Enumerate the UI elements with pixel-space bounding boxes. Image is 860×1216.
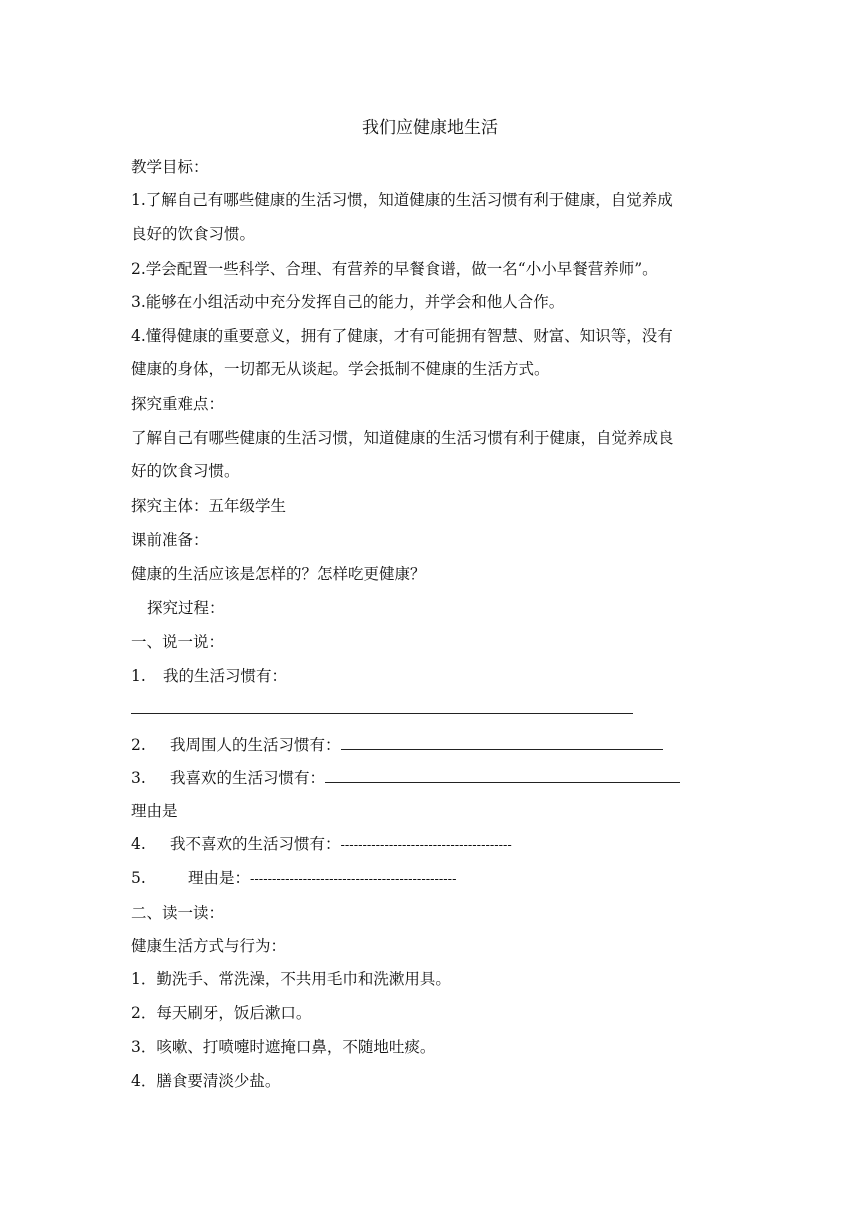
answer-dashes-5[interactable]: ----------------------------------------------- bbox=[250, 872, 457, 887]
health-item-3: 3．咳嗽、打喷嚏时遮掩口鼻，不随地吐痰。 bbox=[131, 1038, 436, 1056]
question-5-number: 5. bbox=[131, 869, 146, 887]
objective-4-line-2: 健康的身体，一切都无从谈起。学会抵制不健康的生活方式。 bbox=[131, 360, 550, 378]
answer-line-3[interactable] bbox=[325, 767, 680, 783]
objective-1-line-1: 1.了解自己有哪些健康的生活习惯，知道健康的生活习惯有利于健康，自觉养成 bbox=[131, 191, 673, 209]
question-1 bbox=[131, 666, 287, 686]
preparation-text: 健康的生活应该是怎样的？怎样吃更健康？ bbox=[131, 565, 426, 583]
question-3 bbox=[131, 767, 680, 788]
question-2-number: 2. bbox=[131, 736, 146, 754]
objective-2: 2.学会配置一些科学、合理、有营养的早餐食谱，做一名“小小早餐营养师”。 bbox=[131, 260, 658, 278]
question-5-label: 理由是： bbox=[188, 869, 251, 887]
question-1-number: 1. bbox=[131, 667, 146, 685]
reason-label: 理由是 bbox=[131, 802, 178, 820]
question-5 bbox=[131, 868, 456, 890]
question-4 bbox=[131, 834, 512, 856]
question-3-number: 3. bbox=[131, 769, 146, 787]
health-item-1: 1．勤洗手、常洗澡，不共用毛巾和洗漱用具。 bbox=[131, 970, 451, 988]
question-2 bbox=[131, 734, 663, 755]
subject-line: 探究主体：五年级学生 bbox=[131, 497, 287, 515]
objective-3: 3.能够在小组活动中充分发挥自己的能力，并学会和他人合作。 bbox=[131, 293, 565, 311]
health-item-2: 2．每天刷牙，饭后漱口。 bbox=[131, 1004, 312, 1022]
preparation-heading: 课前准备： bbox=[131, 531, 209, 549]
key-points-line-2: 好的饮食习惯。 bbox=[131, 462, 240, 480]
process-heading: 探究过程： bbox=[147, 599, 225, 617]
objective-4-line-1: 4.懂得健康的重要意义，拥有了健康，才有可能拥有智慧、财富、知识等，没有 bbox=[131, 327, 673, 345]
answer-line-2[interactable] bbox=[341, 734, 663, 750]
question-4-number: 4. bbox=[131, 835, 146, 853]
objectives-heading: 教学目标： bbox=[131, 158, 209, 176]
question-4-label: 我不喜欢的生活习惯有： bbox=[170, 835, 341, 853]
section-2-heading: 二、读一读： bbox=[131, 904, 225, 922]
page-title: 我们应健康地生活 bbox=[362, 118, 498, 138]
objective-1-line-2: 良好的饮食习惯。 bbox=[131, 225, 256, 243]
section-1-heading: 一、说一说： bbox=[131, 633, 225, 651]
key-points-line-1: 了解自己有哪些健康的生活习惯，知道健康的生活习惯有利于健康，自觉养成良 bbox=[131, 429, 674, 447]
key-points-heading: 探究重难点： bbox=[131, 395, 225, 413]
answer-line-1[interactable] bbox=[131, 713, 633, 714]
health-item-4: 4．膳食要清淡少盐。 bbox=[131, 1072, 281, 1090]
question-2-label: 我周围人的生活习惯有： bbox=[170, 736, 341, 754]
question-1-label: 我的生活习惯有： bbox=[163, 667, 288, 685]
question-3-label: 我喜欢的生活习惯有： bbox=[170, 769, 326, 787]
section-2-subheading: 健康生活方式与行为： bbox=[131, 937, 287, 955]
answer-dashes-4[interactable]: --------------------------------------- bbox=[340, 838, 512, 853]
